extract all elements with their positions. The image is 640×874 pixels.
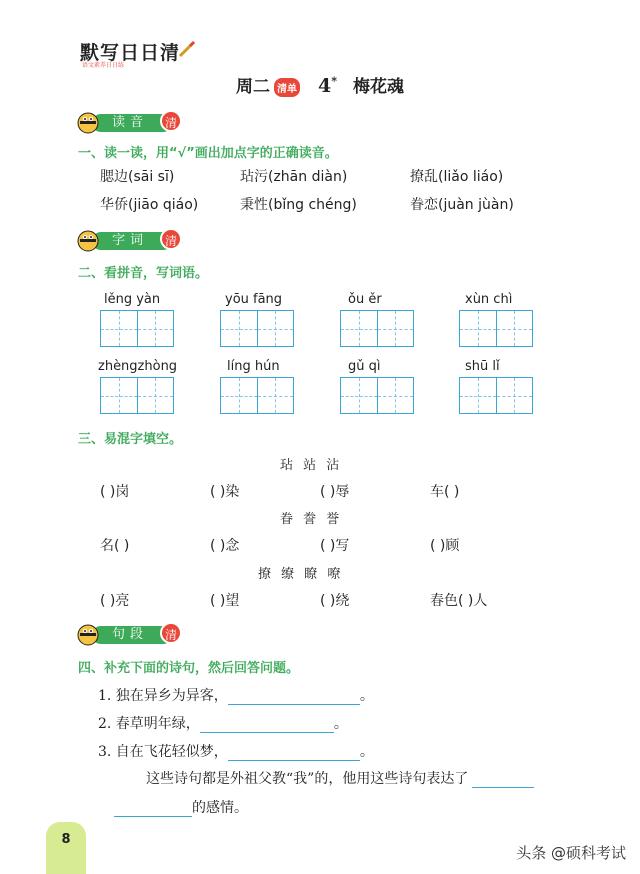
pinyin-label: shū lǐ [465,359,500,374]
poem-line-text: 3. 自在飞花轻似梦， [98,744,228,760]
bee-mascot-icon [76,110,100,134]
section-tag-label: 字词 [92,232,172,250]
confusable-chars: 眷 誊 誉 [280,512,343,527]
period: 。 [359,744,374,760]
answer-line[interactable] [228,744,360,761]
bee-mascot-icon [76,228,100,252]
logo [80,38,181,69]
answer-line[interactable] [228,688,360,705]
period: 。 [359,688,374,704]
confusable-chars: 玷 站 沾 [280,458,343,473]
pinyin-label: ǒu ěr [348,292,382,307]
section-tag-label: 读音 [92,114,172,132]
section-tag-pronunciation [76,110,176,134]
poem-line-text: 2. 春草明年绿， [98,716,200,732]
poem-line-text: 1. 独在异乡为异客， [98,688,228,704]
lesson-star: * [331,74,338,88]
title-day: 周二 [236,77,271,97]
q3-heading: 三、易混字填空。 [78,432,183,447]
writing-grid[interactable] [459,310,533,347]
q1-item: 撩乱(liǎo liáo) [410,169,504,185]
lesson-number [318,75,337,97]
q4-heading: 四、补充下面的诗句，然后回答问题。 [78,661,300,676]
question-sentence: 这些诗句都是外祖父教“我”的，他用这些诗句表达了 [146,771,469,787]
q2-heading: 二、看拼音，写词语。 [78,266,209,281]
fill-blank[interactable]: ( )亮 [100,593,130,609]
q1-item: 腮边(sāi sī) [100,169,175,185]
pen-icon [178,40,196,58]
q1-item: 华侨(jiāo qiáo) [100,197,199,213]
writing-grid[interactable] [459,377,533,414]
pinyin-label: gǔ qì [348,359,381,374]
pinyin-label: zhèngzhòng [98,359,178,374]
pinyin-label: xùn chì [465,292,513,307]
fill-blank[interactable]: 名( ) [100,538,130,554]
fill-blank[interactable]: ( )顾 [430,538,460,554]
writing-grid[interactable] [220,377,294,414]
watermark: 头条 @硕科考试 [516,844,626,862]
period: 。 [333,716,348,732]
logo-text: 默写日日清 [80,42,181,64]
lesson-title: 梅花魂 [352,77,404,97]
section-tag-words [76,228,176,252]
question-text [146,768,534,788]
q1-heading: 一、读一读，用“√”画出加点字的正确读音。 [78,146,338,161]
logo-subtitle: 语文素养日日练 [82,62,125,69]
fill-blank[interactable]: ( )念 [210,538,240,554]
fill-blank[interactable]: ( )辱 [320,484,350,500]
section-tag-label: 句段 [92,626,172,644]
q1-item: 眷恋(juàn jùàn) [410,197,514,213]
writing-grid[interactable] [100,377,174,414]
pinyin-label: yōu fāng [225,292,283,307]
title-badge: 清单 [274,78,300,97]
pinyin-label: lěng yàn [104,292,161,307]
clear-badge: 清 [160,110,182,132]
clear-badge: 清 [160,228,182,250]
q1-item: 玷污(zhān diàn) [240,169,348,185]
question-text-continued [114,797,248,817]
bee-mascot-icon [76,622,100,646]
page-title [0,72,640,97]
answer-line[interactable] [200,716,334,733]
confusable-chars: 撩 缭 瞭 嘹 [258,567,344,582]
writing-grid[interactable] [340,310,414,347]
writing-grid[interactable] [220,310,294,347]
fill-blank[interactable]: ( )岗 [100,484,130,500]
fill-blank[interactable]: ( )染 [210,484,240,500]
writing-grid[interactable] [340,377,414,414]
section-tag-sentences [76,622,176,646]
pinyin-label: líng hún [227,359,280,374]
answer-line[interactable] [114,800,192,817]
page-number: 8 [61,832,71,847]
q1-item: 秉性(bǐng chéng) [240,197,357,213]
writing-grid[interactable] [100,310,174,347]
fill-blank[interactable]: 春色( )人 [430,593,488,609]
page-number-box [46,822,86,874]
poem-line-3 [98,741,374,761]
poem-line-1 [98,685,374,705]
clear-badge: 清 [160,622,182,644]
poem-line-2 [98,713,348,733]
fill-blank[interactable]: ( )写 [320,538,350,554]
question-end: 的感情。 [192,800,248,816]
lesson-number-value: 4 [318,75,332,97]
fill-blank[interactable]: ( )望 [210,593,240,609]
answer-line[interactable] [472,771,534,788]
fill-blank[interactable]: ( )绕 [320,593,350,609]
fill-blank[interactable]: 车( ) [430,484,460,500]
